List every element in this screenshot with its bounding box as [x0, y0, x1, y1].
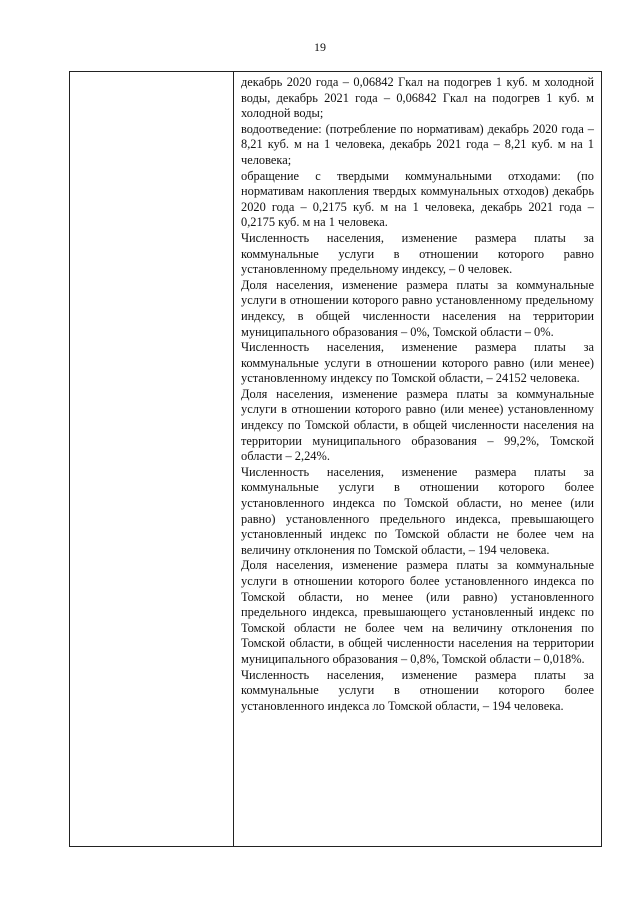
- paragraph-solid-waste-norm: обращение с твердыми коммунальными отходами: (по нормативам накопления твердых коммунальных отходов) декабрь 2020 года – 0,2175 куб. м на 1 человека, декабрь 2021 года – 0,2175 куб. м на 1 человека.: [241, 168, 594, 230]
- paragraph-share-below-index: Доля населения, изменение размера платы за коммунальные услуги в отношении которого равно (или менее) установленному индексу по Томской области, в общей численности населения на территории муниципального образования – 99,2%, Томской области – 2,24%.: [241, 386, 594, 464]
- paragraph-population-below-index: Численность населения, изменение размера платы за коммунальные услуги в отношении которого равно (или менее) установленному индексу по Томской области, – 24152 человека.: [241, 340, 594, 386]
- table-right-cell: [241, 75, 594, 714]
- table-left-cell: [70, 72, 233, 846]
- paragraph-population-equal-limit: Численность населения, изменение размера платы за коммунальные услуги в отношении которого равно установленному предельному индексу, – 0 человек.: [241, 230, 594, 277]
- paragraph-population-within-deviation: Численность населения, изменение размера платы за коммунальные услуги в отношении которого более установленного индекса по Томской области, но менее (или равно) установленного предельного индекса, превышающего установленный индекс по Томской области не более чем на величину отклонения по Томской области, – 194 человека.: [241, 464, 594, 557]
- paragraph-share-within-deviation: Доля населения, изменение размера платы за коммунальные услуги в отношении которого более установленного индекса по Томской области, но менее (или равно) установленного предельного индекса, превышающего установленный индекс по Томской области не более чем на величину отклонения по Томской области, в общей численности населения на территории муниципального образования – 0,8%, Томской области – 0,018%.: [241, 558, 594, 666]
- paragraph-share-equal-limit: Доля населения, изменение размера платы за коммунальные услуги в отношении которого равно установленному предельному индексу, в общей численности населения на территории муниципального образования – 0%, Томской области – 0%.: [241, 277, 594, 339]
- paragraph-hot-water-norm: декабрь 2020 года – 0,06842 Гкал на подогрев 1 куб. м холодной воды, декабрь 2021 года – 0,06842 Гкал на подогрев 1 куб. м холодной воды;: [241, 75, 594, 121]
- page-number: 19: [314, 40, 326, 54]
- paragraph-sewerage-norm: водоотведение: (потребление по нормативам) декабрь 2020 года – 8,21 куб. м на 1 человека, декабрь 2021 года – 8,21 куб. м на 1 человека;: [241, 121, 594, 167]
- column-divider: [233, 72, 234, 846]
- paragraph-population-above-index: Численность населения, изменение размера платы за коммунальные услуги в отношении которого более установленного индекса ло Томской области, – 194 человека.: [241, 667, 594, 713]
- content-table: [69, 71, 602, 847]
